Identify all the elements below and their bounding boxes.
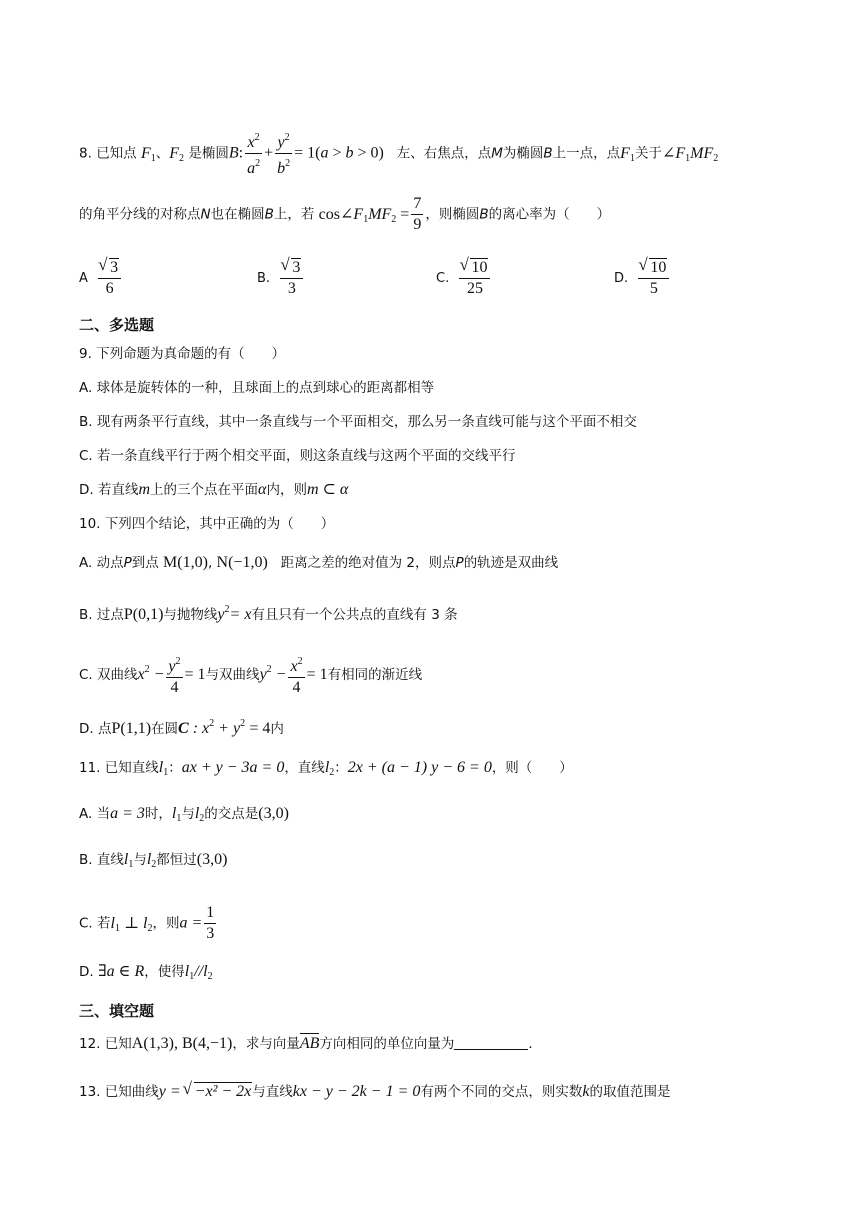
option-text: C. 若 [79, 915, 111, 932]
math-line: kx − y − 2k − 1 = 0 [292, 1083, 421, 1100]
section-heading-fill-in: 三、填空题 [79, 1002, 155, 1020]
math-point: P(1,1) [111, 720, 152, 737]
math-point: (3,0) [258, 805, 289, 822]
stem-text: ，直线 [284, 760, 325, 776]
option-text: 有相同的渐近线 [327, 667, 423, 683]
math-line-l1: ax + y − 3a = 0 [181, 759, 285, 776]
q8-option-a[interactable] [79, 258, 123, 299]
math-point: (3,0) [196, 851, 228, 868]
math-cos: $\cos\angle F_1MF_2$ = [318, 205, 410, 225]
stem-text: 与直线 [252, 1084, 293, 1100]
option-den: 6 [105, 280, 114, 297]
math-hyperbola: $x^2$ − [137, 664, 165, 683]
q8-text: 关于 [634, 145, 662, 162]
option-text: ，使得 [144, 964, 185, 980]
math-vector-ab: AB [299, 1035, 320, 1052]
option-text: 到点 [131, 555, 159, 571]
q9-option-d[interactable] [79, 480, 348, 500]
option-text: 与双曲线 [205, 667, 260, 683]
option-text: A. 动点 [79, 555, 124, 571]
option-text: B. 直线 [79, 852, 124, 868]
q12 [79, 1034, 533, 1054]
q9-stem: 9. 下列命题为真命题的有（ ） [79, 346, 286, 362]
q8-text: 也在椭圆 [210, 206, 265, 223]
q10-stem: 10. 下列四个结论，其中正确的为（ ） [79, 516, 335, 532]
option-label: C. [436, 271, 450, 286]
q8-text: 的角平分线的对称点 [79, 206, 201, 223]
math-ellipse: B [228, 144, 239, 162]
answer-blank[interactable] [454, 1035, 528, 1050]
q8-text: 左、右焦点，点 [396, 145, 492, 162]
option-text: 有且只有一个公共点的直线有 3 条 [251, 607, 458, 623]
q8-option-d[interactable] [614, 258, 671, 299]
math-parabola: $y^2$ [217, 604, 230, 623]
math-subset: m ⊂ α [306, 481, 349, 498]
q10-option-b[interactable] [79, 600, 458, 625]
option-num: 3 [110, 259, 119, 276]
math-b: B [264, 206, 274, 223]
option-text: B. 过点 [79, 607, 124, 623]
math-p: P [455, 555, 464, 571]
math-a-value: a = 3 [110, 805, 145, 822]
option-den: 3 [287, 280, 296, 297]
math-circle: C : $x^2 + y^2$ [178, 718, 246, 737]
option-text: 距离之差的绝对值为 2，则点 [280, 555, 456, 571]
stem-text: 有两个不同的交点，则实数 [420, 1084, 583, 1100]
option-num: 10 [471, 259, 488, 276]
stem-text: . [528, 1036, 533, 1052]
q8-text: 已知点 [96, 145, 137, 162]
stem-text: ，则（ ） [491, 760, 573, 776]
q8-option-c[interactable] [436, 258, 492, 299]
math-fraction: $\frac{y^2}{b^2}$ [275, 128, 292, 179]
q11-option-a[interactable]: A. 当a = 3时，$l_1$与$l_2$的交点是(3,0) [79, 805, 289, 824]
math-point: P(0,1) [123, 606, 164, 623]
math-angle: $\angle F_1MF_2$ [661, 144, 719, 164]
math-m: M [491, 145, 503, 162]
math-k: k [582, 1083, 590, 1100]
option-den: 25 [466, 280, 483, 297]
stem-text: 方向相同的单位向量为 [319, 1036, 455, 1052]
math-n: N [200, 206, 211, 223]
math-circle-rhs: = 4 [249, 720, 271, 737]
q8-text: 为椭圆 [502, 145, 544, 162]
stem-text: 12. 已知 [79, 1036, 132, 1052]
q8-text: 的离心率为（ ） [488, 206, 611, 223]
q11-option-c[interactable]: C. 若$l_1$ ⊥ $l_2$，则a = $\frac{1}{3}$ [79, 904, 215, 942]
stem-text: 13. 已知曲线 [79, 1084, 159, 1100]
option-label: D. [614, 271, 629, 286]
option-text: 内，则 [266, 482, 307, 498]
option-den: 5 [649, 280, 658, 297]
option-text: D. 点 [79, 721, 112, 737]
q8-number: 8. [79, 145, 92, 162]
option-text: D. [79, 964, 98, 980]
math-p: P [123, 555, 132, 571]
math-curve: y = [158, 1083, 185, 1100]
q10-option-a[interactable]: A. 动点P到点 M(1,0), N(−1,0) 距离之差的绝对值为 2，则点P的轨迹是双曲线 [79, 554, 559, 571]
math-alpha: α [258, 481, 267, 498]
math-line-l2: 2x + (a − 1) y − 6 = 0 [347, 759, 492, 776]
option-text: 与 [181, 806, 195, 822]
math-fraction: $\frac{x^2}{4}$ [288, 652, 304, 698]
option-text: 都恒过 [156, 852, 197, 868]
stem-text: 11. 已知直线 [79, 760, 159, 776]
math-b: B [479, 206, 489, 223]
option-text: 与抛物线 [163, 607, 218, 623]
option-label: B. [257, 271, 271, 286]
q11-option-d[interactable]: D. ∃a ∈ R，使得$l_1//l_2$ [79, 963, 213, 982]
q10-option-d[interactable] [79, 714, 284, 739]
q8-line2 [79, 194, 610, 235]
q9-option-b[interactable]: B. 现有两条平行直线，其中一条直线与一个平面相交，那么另一条直线可能与这个平面不相交 [79, 414, 637, 430]
math-exists: ∃a ∈ R [97, 963, 145, 980]
stem-text: ，求与向量 [232, 1036, 300, 1052]
q8-text: 上一点，点 [552, 145, 621, 162]
option-text: ，则 [152, 915, 180, 932]
q8-option-b[interactable] [257, 258, 305, 299]
math-a-eq: a = [179, 914, 203, 932]
option-text: D. 若直线 [79, 482, 139, 498]
q8-text: ，则椭圆 [425, 206, 480, 223]
math-points: A(1,3), B(4,−1) [131, 1035, 233, 1052]
q9-option-c[interactable]: C. 若一条直线平行于两个相交平面，则这条直线与这两个平面的交线平行 [79, 448, 516, 464]
q10-option-c[interactable]: C. 双曲线$x^2$ − $\frac{y^2}{4}$ = 1与双曲线$y^2$ − $\frac{x^2}{4}$ = 1有相同的渐近线 [79, 652, 422, 698]
q13 [79, 1082, 670, 1102]
math-f1: $F_1$ [140, 144, 156, 164]
math-hyperbola: $y^2$ − [259, 664, 287, 683]
q8-text: 、 [155, 145, 170, 162]
math-f2: $F_2$ [169, 144, 185, 164]
math-fraction: $\frac{x^2}{a^2}$ [245, 128, 262, 179]
math-point-n: N(−1,0) [216, 554, 268, 571]
option-text: C. 双曲线 [79, 667, 138, 683]
math-radicand: −x² − 2x [194, 1083, 252, 1100]
q9-option-a[interactable]: A. 球体是旋转体的一种，且球面上的点到球心的距离都相等 [79, 380, 435, 396]
math-b: B [543, 145, 553, 162]
option-text: 时， [144, 806, 172, 822]
math-m: m [138, 481, 151, 498]
q8-line1: 8. 已知点 $F_1$、$F_2$ 是椭圆B: $\frac{x^2}{a^2}$ + $\frac{y^2}{b^2}$ = 1(a > b > 0) 左、右焦点，点M为椭圆B上一点，点$F_1$关于$\angle F_1MF_2$ [79, 128, 718, 179]
option-text: 的轨迹是双曲线 [463, 555, 559, 571]
math-fraction: $\frac{7}{9}$ [413, 195, 422, 233]
stem-text: 的取值范围是 [589, 1084, 671, 1100]
option-text: 内 [270, 721, 284, 737]
math-point-m: M(1,0) [163, 554, 208, 571]
option-num: 10 [650, 259, 667, 276]
math-parabola-rhs: = x [229, 606, 252, 623]
option-num: 3 [292, 259, 301, 276]
section-heading-multiple-choice: 二、多选题 [79, 316, 155, 334]
math-sqrt [185, 1082, 253, 1102]
option-text: 与 [133, 852, 147, 868]
math-fraction: $\frac{y^2}{4}$ [166, 652, 182, 698]
q11-stem: 11. 已知直线$l_1$：ax + y − 3a = 0，直线$l_2$：2x + (a − 1) y − 6 = 0，则（ ） [79, 759, 573, 778]
option-text: 的交点是 [204, 806, 259, 822]
q11-option-b[interactable]: B. 直线$l_1$与$l_2$都恒过(3,0) [79, 851, 228, 870]
option-text: 上的三个点在平面 [150, 482, 259, 498]
q8-text: 上，若 [273, 206, 315, 223]
math-fraction: $\frac{1}{3}$ [206, 904, 215, 942]
option-label: A [79, 271, 88, 286]
option-text: 在圆 [151, 721, 179, 737]
option-text: A. 当 [79, 806, 111, 822]
q8-text: 是椭圆 [188, 145, 229, 162]
